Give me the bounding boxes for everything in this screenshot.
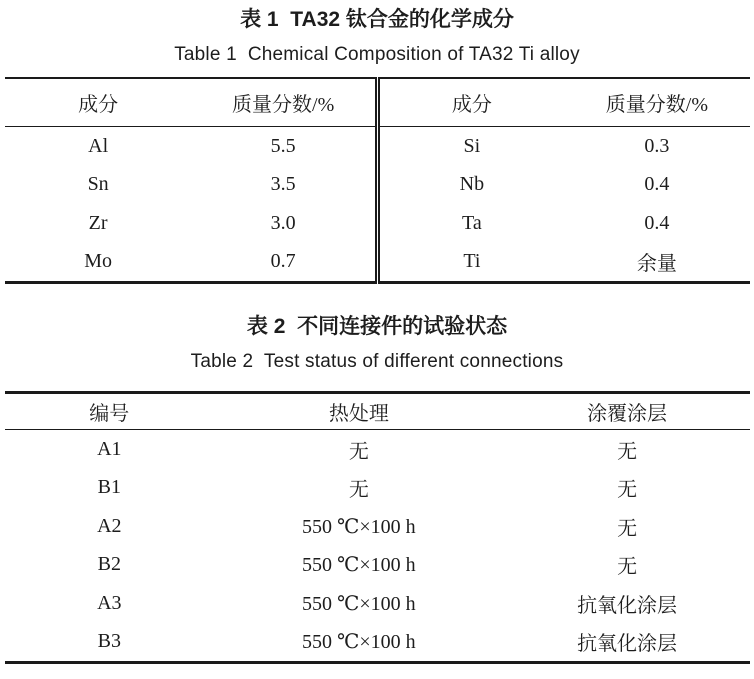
table2-caption-en: Table 2 Test status of different connections bbox=[190, 351, 564, 372]
table-cell: B2 bbox=[97, 553, 121, 576]
table-cell: 0.4 bbox=[644, 173, 670, 196]
t1-header-massfraction-left: 质量分数/% bbox=[191, 78, 377, 127]
table-cell: 无 bbox=[348, 440, 369, 463]
table-cell: B1 bbox=[97, 476, 121, 499]
table-cell: 0.7 bbox=[191, 243, 377, 283]
table-cell: A2 bbox=[97, 514, 122, 537]
table-row bbox=[5, 623, 750, 663]
table1-header-row bbox=[5, 78, 750, 127]
table-row bbox=[5, 507, 750, 546]
table-cell: 无 bbox=[617, 517, 638, 540]
table-cell: Al bbox=[88, 134, 109, 157]
table-row bbox=[5, 243, 750, 283]
table-cell: B3 bbox=[97, 630, 121, 653]
table-cell: 无 bbox=[617, 479, 638, 502]
table-cell: 550 ℃×100 h bbox=[302, 554, 416, 577]
table-cell: 0.3 bbox=[644, 134, 670, 157]
t1-header-component-right: 成分 bbox=[451, 94, 492, 116]
table-cell: 余量 bbox=[636, 253, 677, 276]
table-cell: Ti bbox=[463, 250, 481, 273]
table-cell: A1 bbox=[97, 437, 122, 460]
table-cell: 0.4 bbox=[644, 211, 670, 234]
table-row bbox=[5, 127, 750, 166]
table2-caption-zh: 表 2 不同连接件的试验状态 bbox=[246, 315, 508, 338]
table-cell: 5.5 bbox=[191, 127, 377, 166]
table1-caption-en: Table 1 Chemical Composition of TA32 Ti alloy bbox=[174, 44, 580, 65]
table-row bbox=[5, 469, 750, 508]
table-cell: Zr bbox=[88, 211, 108, 234]
table-cell: Sn bbox=[87, 173, 109, 196]
t2-header-number: 编号 bbox=[89, 403, 130, 425]
table-cell: 3.5 bbox=[191, 166, 377, 205]
table-cell: 无 bbox=[348, 479, 369, 502]
t1-header-component-left: 成分 bbox=[78, 94, 119, 116]
table2-header-row bbox=[5, 393, 750, 430]
table-cell: Nb bbox=[459, 173, 485, 196]
table-row bbox=[5, 546, 750, 585]
table-cell: 550 ℃×100 h bbox=[302, 515, 416, 538]
table-cell: Si bbox=[463, 134, 481, 157]
table-cell: 550 ℃×100 h bbox=[302, 592, 416, 615]
table-cell: 抗氧化涂层 bbox=[577, 594, 678, 617]
table-cell: 无 bbox=[617, 556, 638, 579]
table-cell: 550 ℃×100 h bbox=[302, 631, 416, 654]
table-row bbox=[5, 430, 750, 469]
t2-header-heat-treatment: 热处理 bbox=[328, 403, 389, 425]
table-cell: Mo bbox=[84, 250, 113, 273]
t2-header-coating: 涂覆涂层 bbox=[587, 403, 668, 425]
table-cell: 3.0 bbox=[191, 204, 377, 243]
table1-chemical-composition bbox=[5, 77, 750, 284]
table-row bbox=[5, 204, 750, 243]
table2-test-status bbox=[5, 391, 750, 664]
table1-caption-zh: 表 1 TA32 钛合金的化学成分 bbox=[240, 8, 514, 31]
table-row bbox=[5, 166, 750, 205]
table-cell: Ta bbox=[462, 211, 482, 234]
table-cell: 无 bbox=[617, 440, 638, 463]
table-cell: A3 bbox=[97, 591, 122, 614]
table-row bbox=[5, 584, 750, 623]
table-cell: 抗氧化涂层 bbox=[577, 633, 678, 656]
t1-header-massfraction-right: 质量分数/% bbox=[605, 94, 708, 116]
